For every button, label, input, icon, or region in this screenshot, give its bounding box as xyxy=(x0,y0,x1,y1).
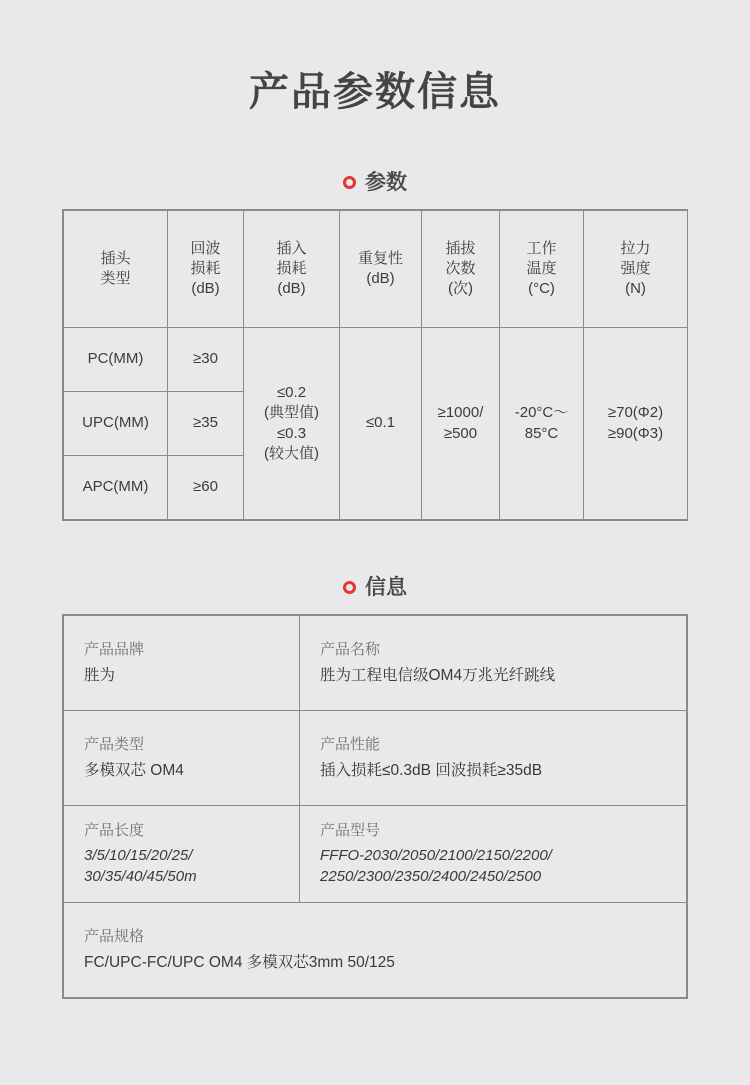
parameter-table-wrapper xyxy=(62,209,688,521)
info-key-specification: 产品规格 xyxy=(84,928,145,946)
page-title: 产品参数信息 xyxy=(249,70,501,114)
info-cell-length xyxy=(64,806,300,903)
header-mating-cycles: 插拔 次数 (次) xyxy=(422,211,500,328)
section-label-params: 参数 xyxy=(365,171,407,194)
header-insertion-loss: 插入 损耗 (dB) xyxy=(244,211,340,328)
info-value-product-type: 多模双芯 OM4 xyxy=(84,761,184,779)
info-cell-product-name xyxy=(300,616,687,711)
ring-marker-icon xyxy=(343,581,356,594)
info-cell-product-type xyxy=(64,711,300,806)
info-row xyxy=(64,616,687,711)
section-label-info: 信息 xyxy=(365,576,407,599)
cell-plug-type-upc: UPC(MM) xyxy=(64,392,168,456)
info-row xyxy=(64,903,687,998)
header-repeatability: 重复性 (dB) xyxy=(340,211,422,328)
info-value-product-name: 胜为工程电信级OM4万兆光纤跳线 xyxy=(320,666,556,684)
info-cell-specification xyxy=(64,903,687,998)
header-tensile-strength: 拉力 强度 (N) xyxy=(584,211,688,328)
table-header-row xyxy=(64,211,688,328)
cell-return-loss-pc: ≥30 xyxy=(168,328,244,392)
ring-marker-icon xyxy=(343,176,356,189)
info-value-model: FFFO-2030/2050/2100/2150/2200/ 2250/2300/2350/2400/2450/2500 xyxy=(320,846,552,886)
cell-temperature-merged: -20°C～ 85°C xyxy=(500,328,584,520)
table-row xyxy=(64,328,688,392)
section-header-info xyxy=(0,577,750,598)
header-plug-type: 插头 类型 xyxy=(64,211,168,328)
info-value-specification: FC/UPC-FC/UPC OM4 多模双芯3mm 50/125 xyxy=(84,953,395,971)
info-row xyxy=(64,711,687,806)
header-operating-temperature: 工作 温度 (°C) xyxy=(500,211,584,328)
info-key-brand: 产品品牌 xyxy=(84,641,145,659)
info-cell-model xyxy=(300,806,687,903)
cell-return-loss-apc: ≥60 xyxy=(168,456,244,520)
info-cell-performance xyxy=(300,711,687,806)
cell-plug-type-pc: PC(MM) xyxy=(64,328,168,392)
info-key-product-name: 产品名称 xyxy=(320,641,381,659)
cell-mating-cycles-merged: ≥1000/ ≥500 xyxy=(422,328,500,520)
parameter-table xyxy=(63,210,688,520)
cell-return-loss-upc: ≥35 xyxy=(168,392,244,456)
info-key-performance: 产品性能 xyxy=(320,736,381,754)
info-table xyxy=(63,615,687,998)
header-return-loss: 回波 损耗 (dB) xyxy=(168,211,244,328)
cell-plug-type-apc: APC(MM) xyxy=(64,456,168,520)
cell-tensile-merged: ≥70(Φ2) ≥90(Φ3) xyxy=(584,328,688,520)
info-key-model: 产品型号 xyxy=(320,822,381,839)
info-table-wrapper xyxy=(62,614,688,999)
info-value-length: 3/5/10/15/20/25/ 30/35/40/45/50m xyxy=(84,846,197,886)
info-key-product-type: 产品类型 xyxy=(84,736,145,754)
info-cell-brand xyxy=(64,616,300,711)
info-value-performance: 插入损耗≤0.3dB 回波损耗≥35dB xyxy=(320,761,543,779)
info-key-length: 产品长度 xyxy=(84,822,145,839)
cell-repeatability-merged: ≤0.1 xyxy=(340,328,422,520)
info-row xyxy=(64,806,687,903)
cell-insertion-loss-merged: ≤0.2 (典型值) ≤0.3 (较大值) xyxy=(244,328,340,520)
section-header-params xyxy=(0,172,750,193)
info-value-brand: 胜为 xyxy=(84,666,116,684)
